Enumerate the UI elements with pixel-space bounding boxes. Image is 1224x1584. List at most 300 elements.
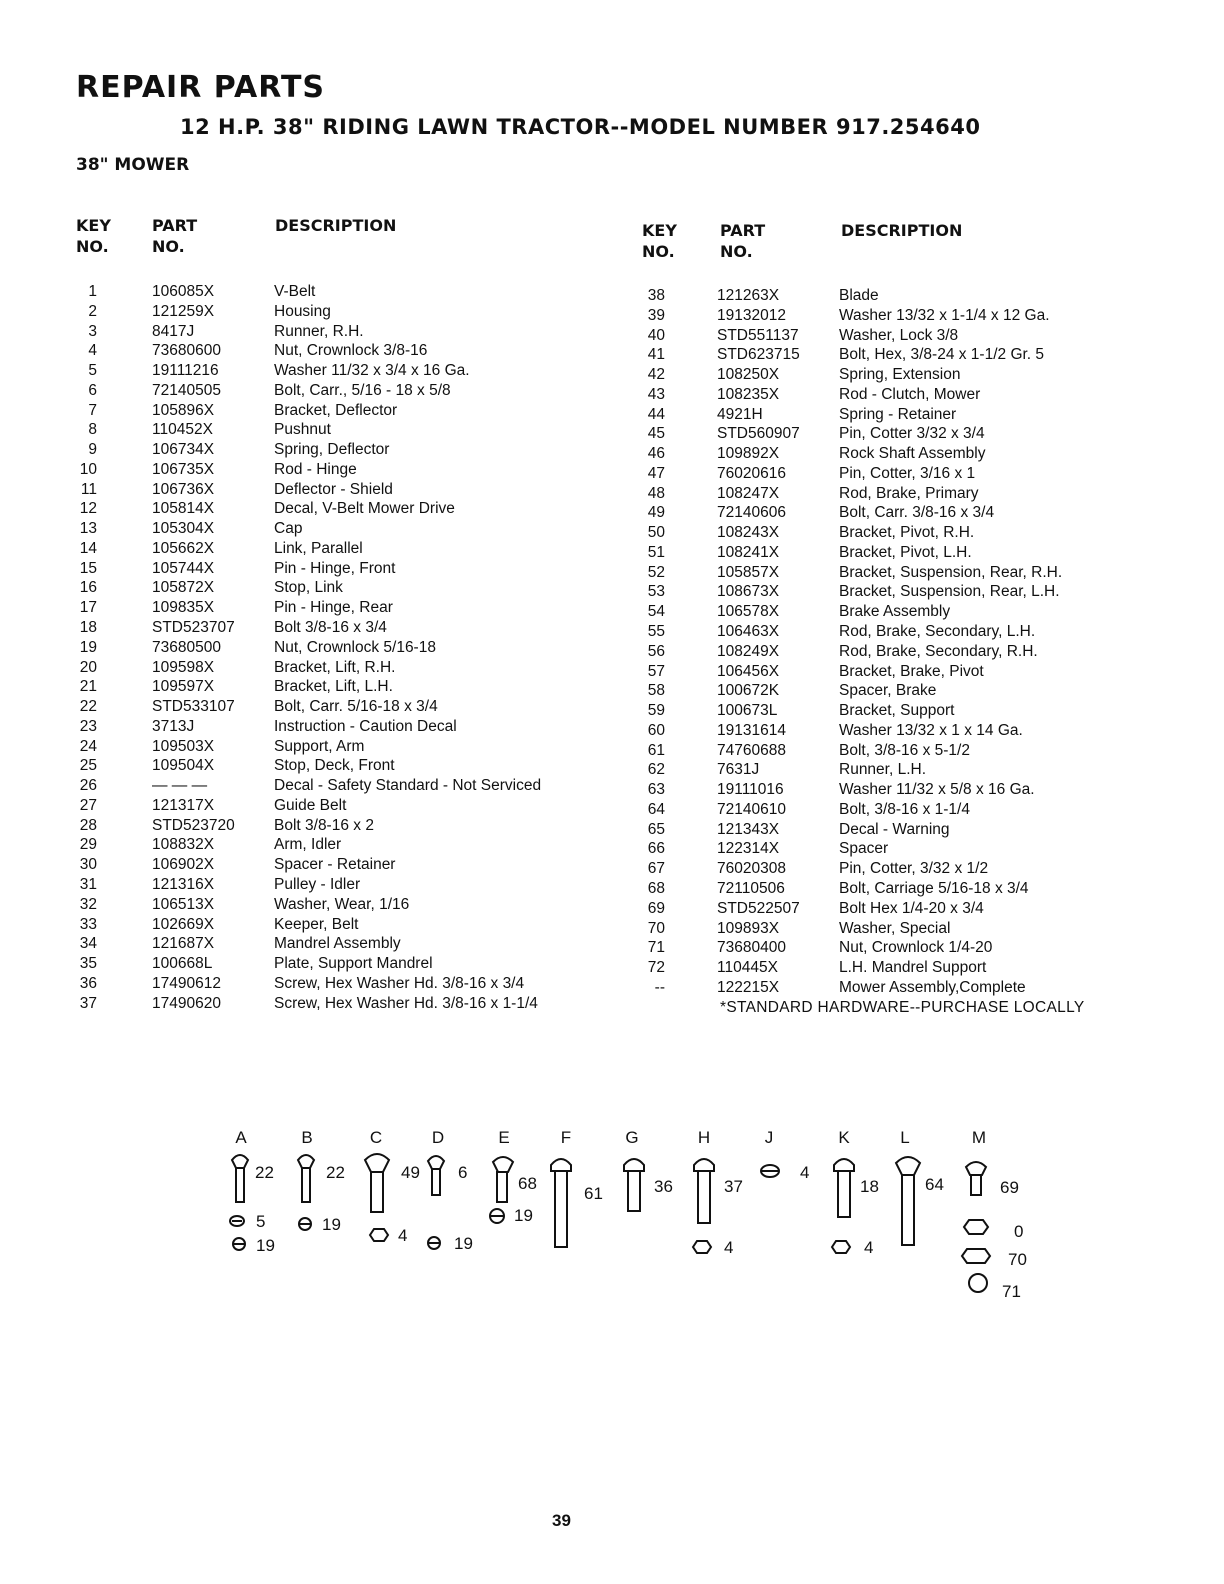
diagram-key-label: 4 bbox=[864, 1238, 874, 1257]
table-row bbox=[643, 919, 1133, 939]
table-row bbox=[75, 480, 625, 500]
key-number: 39 bbox=[647, 306, 665, 324]
diagram-key-label: 69 bbox=[1000, 1178, 1019, 1197]
part-number: 100673L bbox=[717, 702, 778, 720]
key-number: 60 bbox=[647, 721, 665, 739]
key-number: 7 bbox=[88, 401, 97, 419]
table-row bbox=[75, 618, 625, 638]
table-row bbox=[75, 361, 625, 381]
key-number: 32 bbox=[79, 895, 97, 913]
part-number: 102669X bbox=[152, 915, 215, 933]
key-number: 35 bbox=[79, 955, 97, 973]
table-row bbox=[643, 286, 1133, 306]
diagram-key-label: 37 bbox=[724, 1177, 743, 1196]
table-row bbox=[643, 662, 1133, 682]
key-number: 26 bbox=[79, 777, 97, 795]
key-number: 45 bbox=[647, 425, 665, 443]
table-row bbox=[75, 677, 625, 697]
part-description: Rod, Brake, Secondary, R.H. bbox=[839, 642, 1038, 660]
part-description: Pin, Cotter, 3/16 x 1 bbox=[839, 464, 976, 482]
table-row bbox=[75, 381, 625, 401]
part-number: 76020308 bbox=[717, 860, 786, 878]
part-number: 106735X bbox=[152, 460, 215, 478]
part-description: Bolt, Carr., 5/16 - 18 x 5/8 bbox=[274, 381, 451, 399]
part-number: 108247X bbox=[717, 484, 780, 502]
key-number: 58 bbox=[647, 682, 665, 700]
table-row bbox=[75, 341, 625, 361]
key-number: 55 bbox=[647, 623, 665, 641]
part-number: 7631J bbox=[717, 761, 760, 779]
table-row bbox=[643, 978, 1133, 998]
table-row bbox=[643, 424, 1133, 444]
table-row bbox=[75, 638, 625, 658]
key-number: 17 bbox=[79, 599, 97, 617]
table-row bbox=[75, 915, 625, 935]
hex-screw-icon bbox=[624, 1159, 644, 1211]
table-row bbox=[643, 385, 1133, 405]
part-description: Washer, Special bbox=[839, 919, 951, 937]
hardware-diagram bbox=[0, 1115, 1224, 1315]
key-number: 41 bbox=[647, 346, 665, 364]
table-row bbox=[75, 954, 625, 974]
part-number: 106513X bbox=[152, 895, 215, 913]
carriage-bolt-icon bbox=[365, 1154, 389, 1241]
part-number: 105814X bbox=[152, 500, 215, 518]
key-number: 42 bbox=[647, 366, 665, 384]
table-row bbox=[75, 499, 625, 519]
key-number: 64 bbox=[647, 800, 665, 818]
table-row bbox=[643, 859, 1133, 879]
key-number: 72 bbox=[647, 959, 665, 977]
part-description: Mandrel Assembly bbox=[274, 935, 401, 953]
key-number: 57 bbox=[647, 662, 665, 680]
part-description: Bracket, Lift, L.H. bbox=[274, 678, 393, 696]
table-row bbox=[643, 326, 1133, 346]
part-number: 105304X bbox=[152, 520, 215, 538]
part-description: Plate, Support Mandrel bbox=[274, 955, 433, 973]
hex-screw-icon bbox=[693, 1159, 714, 1253]
part-description: Spring, Extension bbox=[839, 366, 961, 384]
table-row bbox=[643, 405, 1133, 425]
part-number: 100668L bbox=[152, 955, 213, 973]
diagram-key-label: 0 bbox=[1014, 1222, 1024, 1241]
nut-icon bbox=[761, 1165, 779, 1177]
key-number: 15 bbox=[79, 559, 97, 577]
table-row bbox=[75, 835, 625, 855]
part-description: Bracket, Suspension, Rear, R.H. bbox=[839, 563, 1063, 581]
part-description: Rod, Brake, Secondary, L.H. bbox=[839, 623, 1036, 641]
part-description: Instruction - Caution Decal bbox=[274, 717, 457, 735]
part-description: Pin - Hinge, Rear bbox=[274, 599, 393, 617]
key-number: 31 bbox=[79, 875, 97, 893]
part-number: 108249X bbox=[717, 642, 780, 660]
part-description: Bolt 3/8-16 x 3/4 bbox=[274, 619, 387, 637]
table-row bbox=[643, 938, 1133, 958]
table-row bbox=[643, 879, 1133, 899]
key-number: 3 bbox=[88, 322, 97, 340]
part-description: Bracket, Deflector bbox=[274, 401, 398, 419]
table-row bbox=[75, 401, 625, 421]
part-description: Decal - Safety Standard - Not Serviced bbox=[274, 777, 542, 795]
key-number: 43 bbox=[647, 385, 665, 403]
right-key-header: KEY NO. bbox=[642, 221, 677, 261]
part-description: Keeper, Belt bbox=[274, 915, 359, 933]
diagram-letter: F bbox=[560, 1128, 572, 1147]
model-subtitle: 12 H.P. 38" RIDING LAWN TRACTOR--MODEL NUMBER 917.254640 bbox=[180, 115, 981, 139]
key-number: 63 bbox=[647, 781, 665, 799]
table-row bbox=[643, 484, 1133, 504]
key-number: 44 bbox=[647, 405, 665, 423]
key-number: 67 bbox=[647, 860, 665, 878]
key-number: 56 bbox=[647, 642, 665, 660]
table-row bbox=[643, 543, 1133, 563]
part-number: STD551137 bbox=[717, 326, 799, 344]
part-description: Rod, Brake, Primary bbox=[839, 484, 979, 502]
key-number: 50 bbox=[647, 524, 665, 542]
part-number: 72140505 bbox=[152, 381, 221, 399]
table-row bbox=[75, 796, 625, 816]
table-row bbox=[643, 839, 1133, 859]
key-number: 5 bbox=[88, 362, 97, 380]
diagram-key-label: 19 bbox=[256, 1236, 275, 1255]
part-description: Nut, Crownlock 3/8-16 bbox=[274, 342, 428, 360]
key-number: 13 bbox=[79, 520, 97, 538]
key-number: 11 bbox=[80, 480, 97, 498]
part-number: 121317X bbox=[152, 796, 215, 814]
table-row bbox=[75, 756, 625, 776]
part-description: Guide Belt bbox=[274, 796, 347, 814]
diagram-key-label: 49 bbox=[401, 1163, 420, 1182]
key-number: 2 bbox=[88, 302, 97, 320]
table-row bbox=[75, 737, 625, 757]
key-number: 12 bbox=[79, 500, 97, 518]
key-number: 61 bbox=[647, 741, 665, 759]
key-number: 10 bbox=[79, 460, 97, 478]
key-number: 66 bbox=[647, 840, 665, 858]
key-number: 19 bbox=[79, 638, 97, 656]
part-number: 105662X bbox=[152, 539, 215, 557]
key-number: 24 bbox=[79, 737, 97, 755]
part-description: Nut, Crownlock 1/4-20 bbox=[839, 939, 993, 957]
table-row bbox=[75, 322, 625, 342]
part-description: Bracket, Support bbox=[839, 702, 955, 720]
key-number: 29 bbox=[79, 836, 97, 854]
part-number: 108235X bbox=[717, 385, 780, 403]
key-number: 40 bbox=[647, 326, 665, 344]
part-number: 109892X bbox=[717, 445, 780, 463]
part-number: 109893X bbox=[717, 919, 780, 937]
part-number: 106456X bbox=[717, 662, 780, 680]
table-row bbox=[643, 523, 1133, 543]
left-description-header: DESCRIPTION bbox=[275, 216, 397, 235]
key-number: 18 bbox=[79, 619, 97, 637]
diagram-key-label: 4 bbox=[398, 1226, 408, 1245]
key-number: 9 bbox=[88, 441, 97, 459]
carriage-bolt-icon bbox=[428, 1156, 444, 1249]
key-number: 53 bbox=[647, 583, 665, 601]
part-number: 19111216 bbox=[152, 362, 219, 380]
table-row bbox=[75, 559, 625, 579]
table-row bbox=[75, 598, 625, 618]
part-description: Washer, Wear, 1/16 bbox=[274, 895, 410, 913]
part-number: STD623715 bbox=[717, 346, 800, 364]
page-title: REPAIR PARTS bbox=[76, 70, 326, 105]
key-number: 21 bbox=[79, 678, 97, 696]
diagram-key-label: 64 bbox=[925, 1175, 944, 1194]
part-number: 8417J bbox=[152, 322, 195, 340]
diagram-key-label: 4 bbox=[724, 1238, 734, 1257]
key-number: 62 bbox=[647, 761, 665, 779]
part-description: Bracket, Suspension, Rear, L.H. bbox=[839, 583, 1060, 601]
table-row bbox=[643, 345, 1133, 365]
section-title: 38" MOWER bbox=[76, 155, 190, 175]
table-row bbox=[643, 701, 1133, 721]
part-description: Mower Assembly,Complete bbox=[839, 978, 1026, 996]
part-description: Spring - Retainer bbox=[839, 405, 957, 423]
part-number: STD522507 bbox=[717, 899, 800, 917]
part-number: 109503X bbox=[152, 737, 215, 755]
diagram-key-label: 61 bbox=[584, 1184, 603, 1203]
key-number: 22 bbox=[79, 698, 97, 716]
part-description: Bracket, Brake, Pivot bbox=[839, 662, 984, 680]
part-number: 108832X bbox=[152, 836, 215, 854]
part-description: Link, Parallel bbox=[274, 539, 363, 557]
part-number: STD523707 bbox=[152, 619, 235, 637]
carriage-bolt-icon bbox=[490, 1157, 513, 1223]
key-number: 14 bbox=[79, 539, 97, 557]
part-description: Bolt, Carr. 3/8-16 x 3/4 bbox=[839, 504, 995, 522]
key-number: 8 bbox=[88, 421, 97, 439]
part-number: 17490612 bbox=[152, 974, 221, 992]
diagram-letter: L bbox=[900, 1128, 910, 1147]
diagram-key-label: 71 bbox=[1002, 1282, 1021, 1301]
part-description: Housing bbox=[274, 302, 331, 320]
hex-bolt-icon bbox=[962, 1162, 990, 1292]
table-row bbox=[643, 741, 1133, 761]
part-description: Rod - Hinge bbox=[274, 460, 357, 478]
part-number: 17490620 bbox=[152, 994, 221, 1012]
part-description: Stop, Deck, Front bbox=[274, 757, 395, 775]
part-number: 19131614 bbox=[717, 721, 786, 739]
part-description: Bolt, Hex, 3/8-24 x 1-1/2 Gr. 5 bbox=[839, 346, 1045, 364]
part-number: 106736X bbox=[152, 480, 215, 498]
key-number: 51 bbox=[647, 543, 665, 561]
key-number: 16 bbox=[79, 579, 97, 597]
part-number: 108250X bbox=[717, 366, 780, 384]
part-number: 106463X bbox=[717, 623, 780, 641]
part-number: 105872X bbox=[152, 579, 215, 597]
part-description: Deflector - Shield bbox=[274, 480, 393, 498]
diagram-letter: M bbox=[971, 1128, 987, 1147]
part-number: 4921H bbox=[717, 405, 763, 423]
part-number: 76020616 bbox=[717, 464, 786, 482]
left-key-header: KEY NO. bbox=[76, 216, 111, 256]
key-number: 54 bbox=[647, 603, 665, 621]
part-description: Bolt 3/8-16 x 2 bbox=[274, 816, 374, 834]
part-description: Spacer, Brake bbox=[839, 682, 937, 700]
page-number: 39 bbox=[552, 1511, 571, 1530]
part-number: 106734X bbox=[152, 441, 215, 459]
table-row bbox=[643, 780, 1133, 800]
diagram-key-label: 36 bbox=[654, 1177, 673, 1196]
table-row bbox=[75, 302, 625, 322]
long-bolt-icon bbox=[551, 1159, 571, 1247]
part-description: L.H. Mandrel Support bbox=[839, 959, 987, 977]
table-row bbox=[643, 642, 1133, 662]
part-description: Washer 11/32 x 5/8 x 16 Ga. bbox=[839, 781, 1035, 799]
table-row bbox=[643, 582, 1133, 602]
part-description: Pin - Hinge, Front bbox=[274, 559, 396, 577]
part-description: Bracket, Pivot, L.H. bbox=[839, 543, 972, 561]
table-row bbox=[643, 602, 1133, 622]
diagram-letter: K bbox=[838, 1128, 850, 1147]
part-number: 122314X bbox=[717, 840, 780, 858]
table-row bbox=[75, 776, 625, 796]
part-description: Bracket, Lift, R.H. bbox=[274, 658, 396, 676]
part-description: Cap bbox=[274, 520, 303, 538]
part-description: Bolt, Carriage 5/16-18 x 3/4 bbox=[839, 879, 1029, 897]
table-row bbox=[75, 717, 625, 737]
carriage-bolt-icon bbox=[832, 1159, 854, 1253]
part-number: 108241X bbox=[717, 543, 780, 561]
part-number: 110445X bbox=[717, 959, 778, 977]
part-number: STD523720 bbox=[152, 816, 235, 834]
part-description: Decal - Warning bbox=[839, 820, 950, 838]
right-part-header: PART NO. bbox=[720, 221, 766, 261]
table-row bbox=[75, 282, 625, 302]
part-number: 73680400 bbox=[717, 939, 786, 957]
diagram-letter: D bbox=[431, 1128, 445, 1147]
carriage-bolt-icon bbox=[298, 1155, 314, 1230]
part-description: Pin, Cotter, 3/32 x 1/2 bbox=[839, 860, 989, 878]
parts-list-right bbox=[643, 286, 1133, 998]
right-description-header: DESCRIPTION bbox=[841, 221, 963, 240]
diagram-key-label: 5 bbox=[256, 1212, 266, 1231]
carriage-bolt-icon bbox=[896, 1157, 920, 1245]
part-number: 121263X bbox=[717, 287, 780, 304]
part-description: Nut, Crownlock 5/16-18 bbox=[274, 638, 436, 656]
part-description: Bolt Hex 1/4-20 x 3/4 bbox=[839, 899, 984, 917]
part-number: 121687X bbox=[152, 935, 215, 953]
key-number: 48 bbox=[647, 484, 665, 502]
key-number: 27 bbox=[79, 796, 97, 814]
parts-list-left bbox=[75, 282, 625, 1013]
key-number: 68 bbox=[647, 879, 665, 897]
part-number: STD533107 bbox=[152, 698, 235, 716]
part-description: Bolt, Carr. 5/16-18 x 3/4 bbox=[274, 698, 438, 716]
part-description: Washer 11/32 x 3/4 x 16 Ga. bbox=[274, 362, 470, 380]
key-number: 23 bbox=[79, 717, 97, 735]
diagram-letter: E bbox=[498, 1128, 510, 1147]
key-number: 47 bbox=[647, 464, 665, 482]
table-row bbox=[75, 578, 625, 598]
key-number: -- bbox=[654, 978, 665, 996]
diagram-key-label: 22 bbox=[255, 1163, 274, 1182]
table-row bbox=[643, 760, 1133, 780]
diagram-key-label: 68 bbox=[518, 1174, 537, 1193]
carriage-bolt-icon bbox=[230, 1155, 248, 1250]
diagram-letter: J bbox=[764, 1128, 774, 1147]
table-row bbox=[75, 440, 625, 460]
table-row bbox=[75, 460, 625, 480]
part-number: 100672K bbox=[717, 682, 780, 700]
table-row bbox=[75, 539, 625, 559]
table-row bbox=[643, 444, 1133, 464]
part-description: Blade bbox=[839, 287, 879, 304]
table-row bbox=[643, 306, 1133, 326]
part-description: Screw, Hex Washer Hd. 3/8-16 x 3/4 bbox=[274, 974, 525, 992]
table-row bbox=[75, 895, 625, 915]
part-number: 108673X bbox=[717, 583, 780, 601]
part-description: Bolt, 3/8-16 x 5-1/2 bbox=[839, 741, 970, 759]
key-number: 36 bbox=[79, 974, 97, 992]
table-row bbox=[75, 697, 625, 717]
part-number: 121343X bbox=[717, 820, 780, 838]
part-number: 73680500 bbox=[152, 638, 221, 656]
table-row bbox=[643, 800, 1133, 820]
table-row bbox=[75, 855, 625, 875]
part-number: 105857X bbox=[717, 563, 780, 581]
part-number: 105896X bbox=[152, 401, 215, 419]
key-number: 59 bbox=[647, 702, 665, 720]
table-row bbox=[643, 503, 1133, 523]
key-number: 46 bbox=[647, 445, 665, 463]
part-number: 106578X bbox=[717, 603, 780, 621]
part-number: 19132012 bbox=[717, 306, 786, 324]
table-row bbox=[75, 934, 625, 954]
table-row bbox=[75, 875, 625, 895]
table-row bbox=[643, 958, 1133, 978]
key-number: 49 bbox=[647, 504, 665, 522]
footnote: *STANDARD HARDWARE--PURCHASE LOCALLY bbox=[720, 999, 1085, 1016]
diagram-letter: C bbox=[369, 1128, 383, 1147]
diagram-letter: A bbox=[235, 1128, 247, 1147]
diagram-key-label: 22 bbox=[326, 1163, 345, 1182]
part-description: Rock Shaft Assembly bbox=[839, 445, 986, 463]
part-number: 74760688 bbox=[717, 741, 786, 759]
table-row bbox=[643, 365, 1133, 385]
key-number: 6 bbox=[88, 381, 97, 399]
part-description: Spacer - Retainer bbox=[274, 856, 396, 874]
part-description: Bracket, Pivot, R.H. bbox=[839, 524, 975, 542]
part-number: — — — bbox=[152, 777, 208, 795]
part-number: 109598X bbox=[152, 658, 215, 676]
part-description: Pin, Cotter 3/32 x 3/4 bbox=[839, 425, 985, 443]
diagram-key-label: 4 bbox=[800, 1163, 810, 1182]
part-number: 3713J bbox=[152, 717, 195, 735]
part-description: Washer, Lock 3/8 bbox=[839, 326, 959, 344]
part-description: Washer 13/32 x 1-1/4 x 12 Ga. bbox=[839, 306, 1050, 324]
part-description: Screw, Hex Washer Hd. 3/8-16 x 1-1/4 bbox=[274, 994, 538, 1012]
key-number: 38 bbox=[647, 287, 665, 304]
key-number: 69 bbox=[647, 899, 665, 917]
key-number: 37 bbox=[79, 994, 97, 1012]
key-number: 70 bbox=[647, 919, 665, 937]
part-number: 121259X bbox=[152, 302, 215, 320]
part-number: 73680600 bbox=[152, 342, 221, 360]
table-row bbox=[75, 658, 625, 678]
table-row bbox=[75, 519, 625, 539]
table-row bbox=[643, 899, 1133, 919]
part-number: 109504X bbox=[152, 757, 215, 775]
part-number: 109597X bbox=[152, 678, 215, 696]
diagram-letter: B bbox=[301, 1128, 313, 1147]
key-number: 30 bbox=[79, 856, 97, 874]
part-number: 106902X bbox=[152, 856, 215, 874]
part-description: Spring, Deflector bbox=[274, 441, 390, 459]
key-number: 20 bbox=[79, 658, 97, 676]
part-number: 72140610 bbox=[717, 800, 786, 818]
